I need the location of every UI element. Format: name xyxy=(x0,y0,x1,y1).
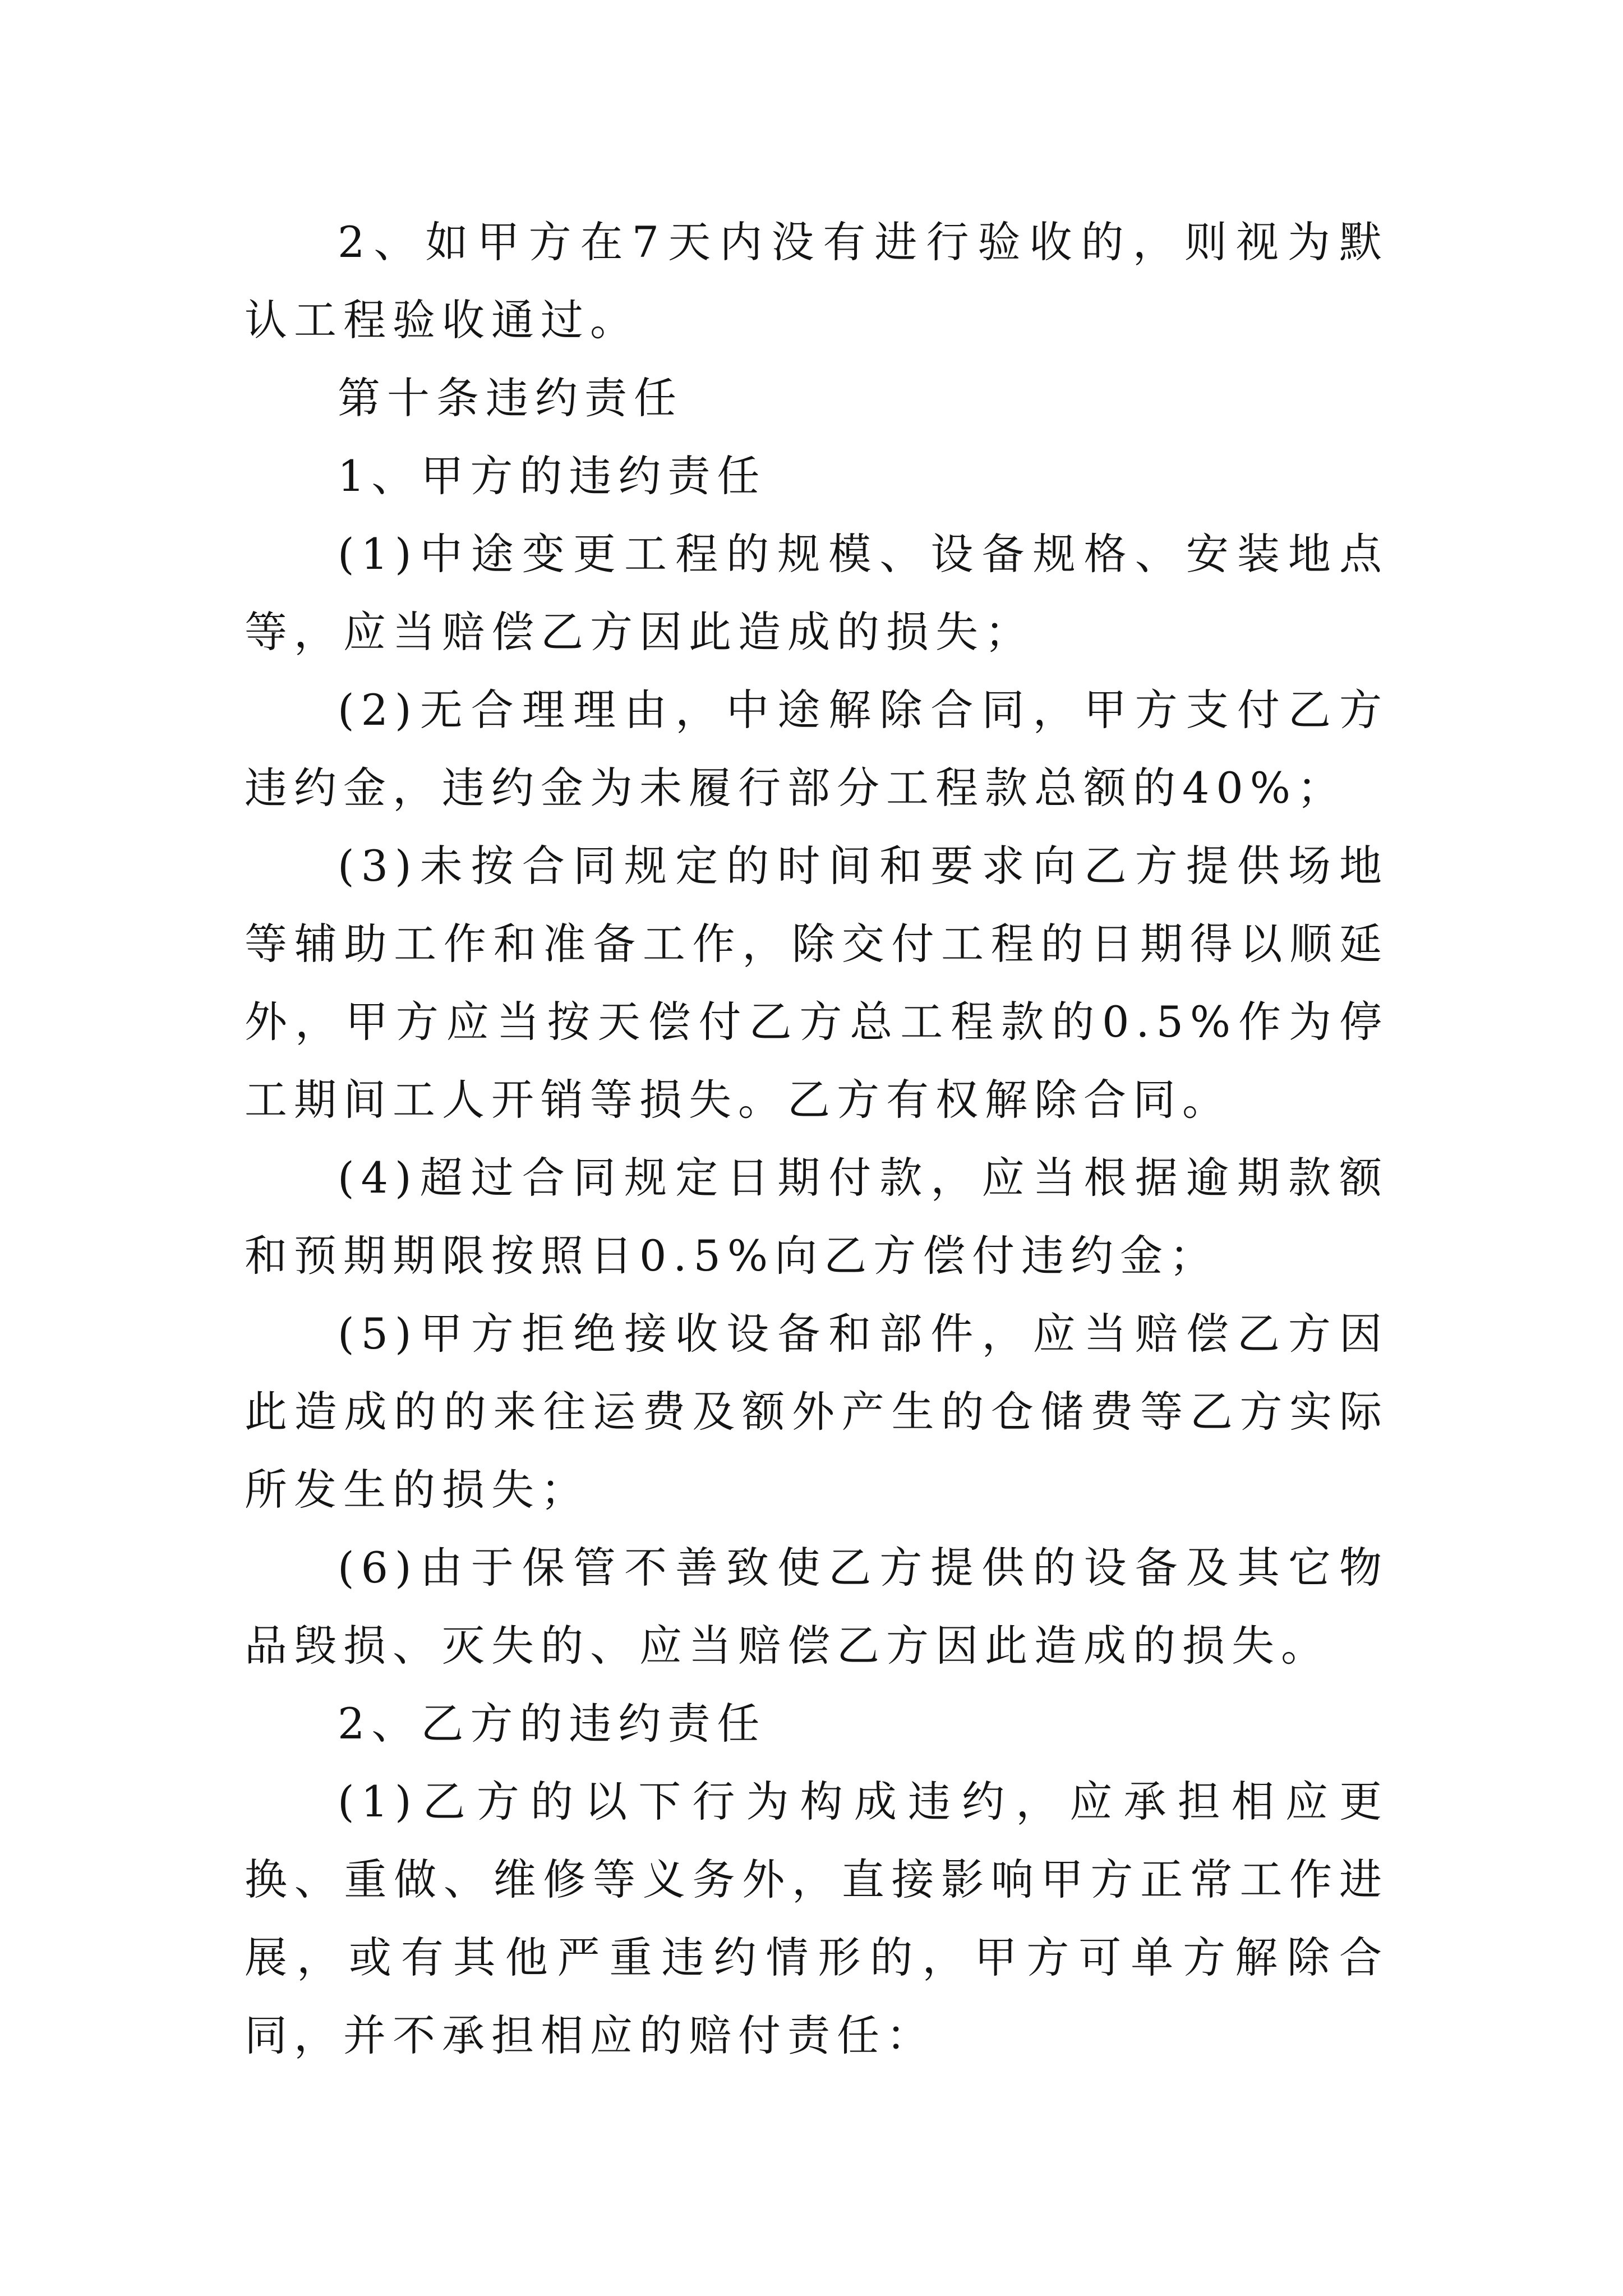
paragraph-item-a3: (3)未按合同规定的时间和要求向乙方提供场地等辅助工作和准备工作，除交付工程的日期得以顺延外，甲方应当按天偿付乙方总工程款的0.5%作为停工期间工人开销等损失。乙方有权解除合同。 xyxy=(245,841,1389,1125)
paragraph-acceptance-clause: 2、如甲方在7天内没有进行验收的，则视为默认工程验收通过。 xyxy=(245,217,1389,345)
document-body xyxy=(245,203,1389,2074)
paragraph-item-a2: (2)无合理理由，中途解除合同，甲方支付乙方违约金，违约金为未履行部分工程款总额的40%； xyxy=(245,685,1389,813)
paragraph-item-a6: (6)由于保管不善致使乙方提供的设备及其它物品毁损、灭失的、应当赔偿乙方因此造成的损失。 xyxy=(245,1543,1389,1671)
paragraph-item-a5: (5)甲方拒绝接收设备和部件，应当赔偿乙方因此造成的的来往运费及额外产生的仓储费等乙方实际所发生的损失； xyxy=(245,1309,1389,1515)
paragraph-item-a4: (4)超过合同规定日期付款，应当根据逾期款额和预期期限按照日0.5%向乙方偿付违约金； xyxy=(245,1153,1389,1281)
subheading-party-b-liability: 2、乙方的违约责任 xyxy=(338,1699,767,1749)
subheading-party-a-liability: 1、甲方的违约责任 xyxy=(338,451,767,501)
section-heading-article-10: 第十条违约责任 xyxy=(338,373,683,423)
paragraph-item-a1: (1)中途变更工程的规模、设备规格、安装地点等，应当赔偿乙方因此造成的损失； xyxy=(245,529,1389,657)
paragraph-item-b1: (1)乙方的以下行为构成违约，应承担相应更换、重做、维修等义务外，直接影响甲方正常工作进展，或有其他严重违约情形的，甲方可单方解除合同，并不承担相应的赔付责任： xyxy=(245,1777,1389,2060)
